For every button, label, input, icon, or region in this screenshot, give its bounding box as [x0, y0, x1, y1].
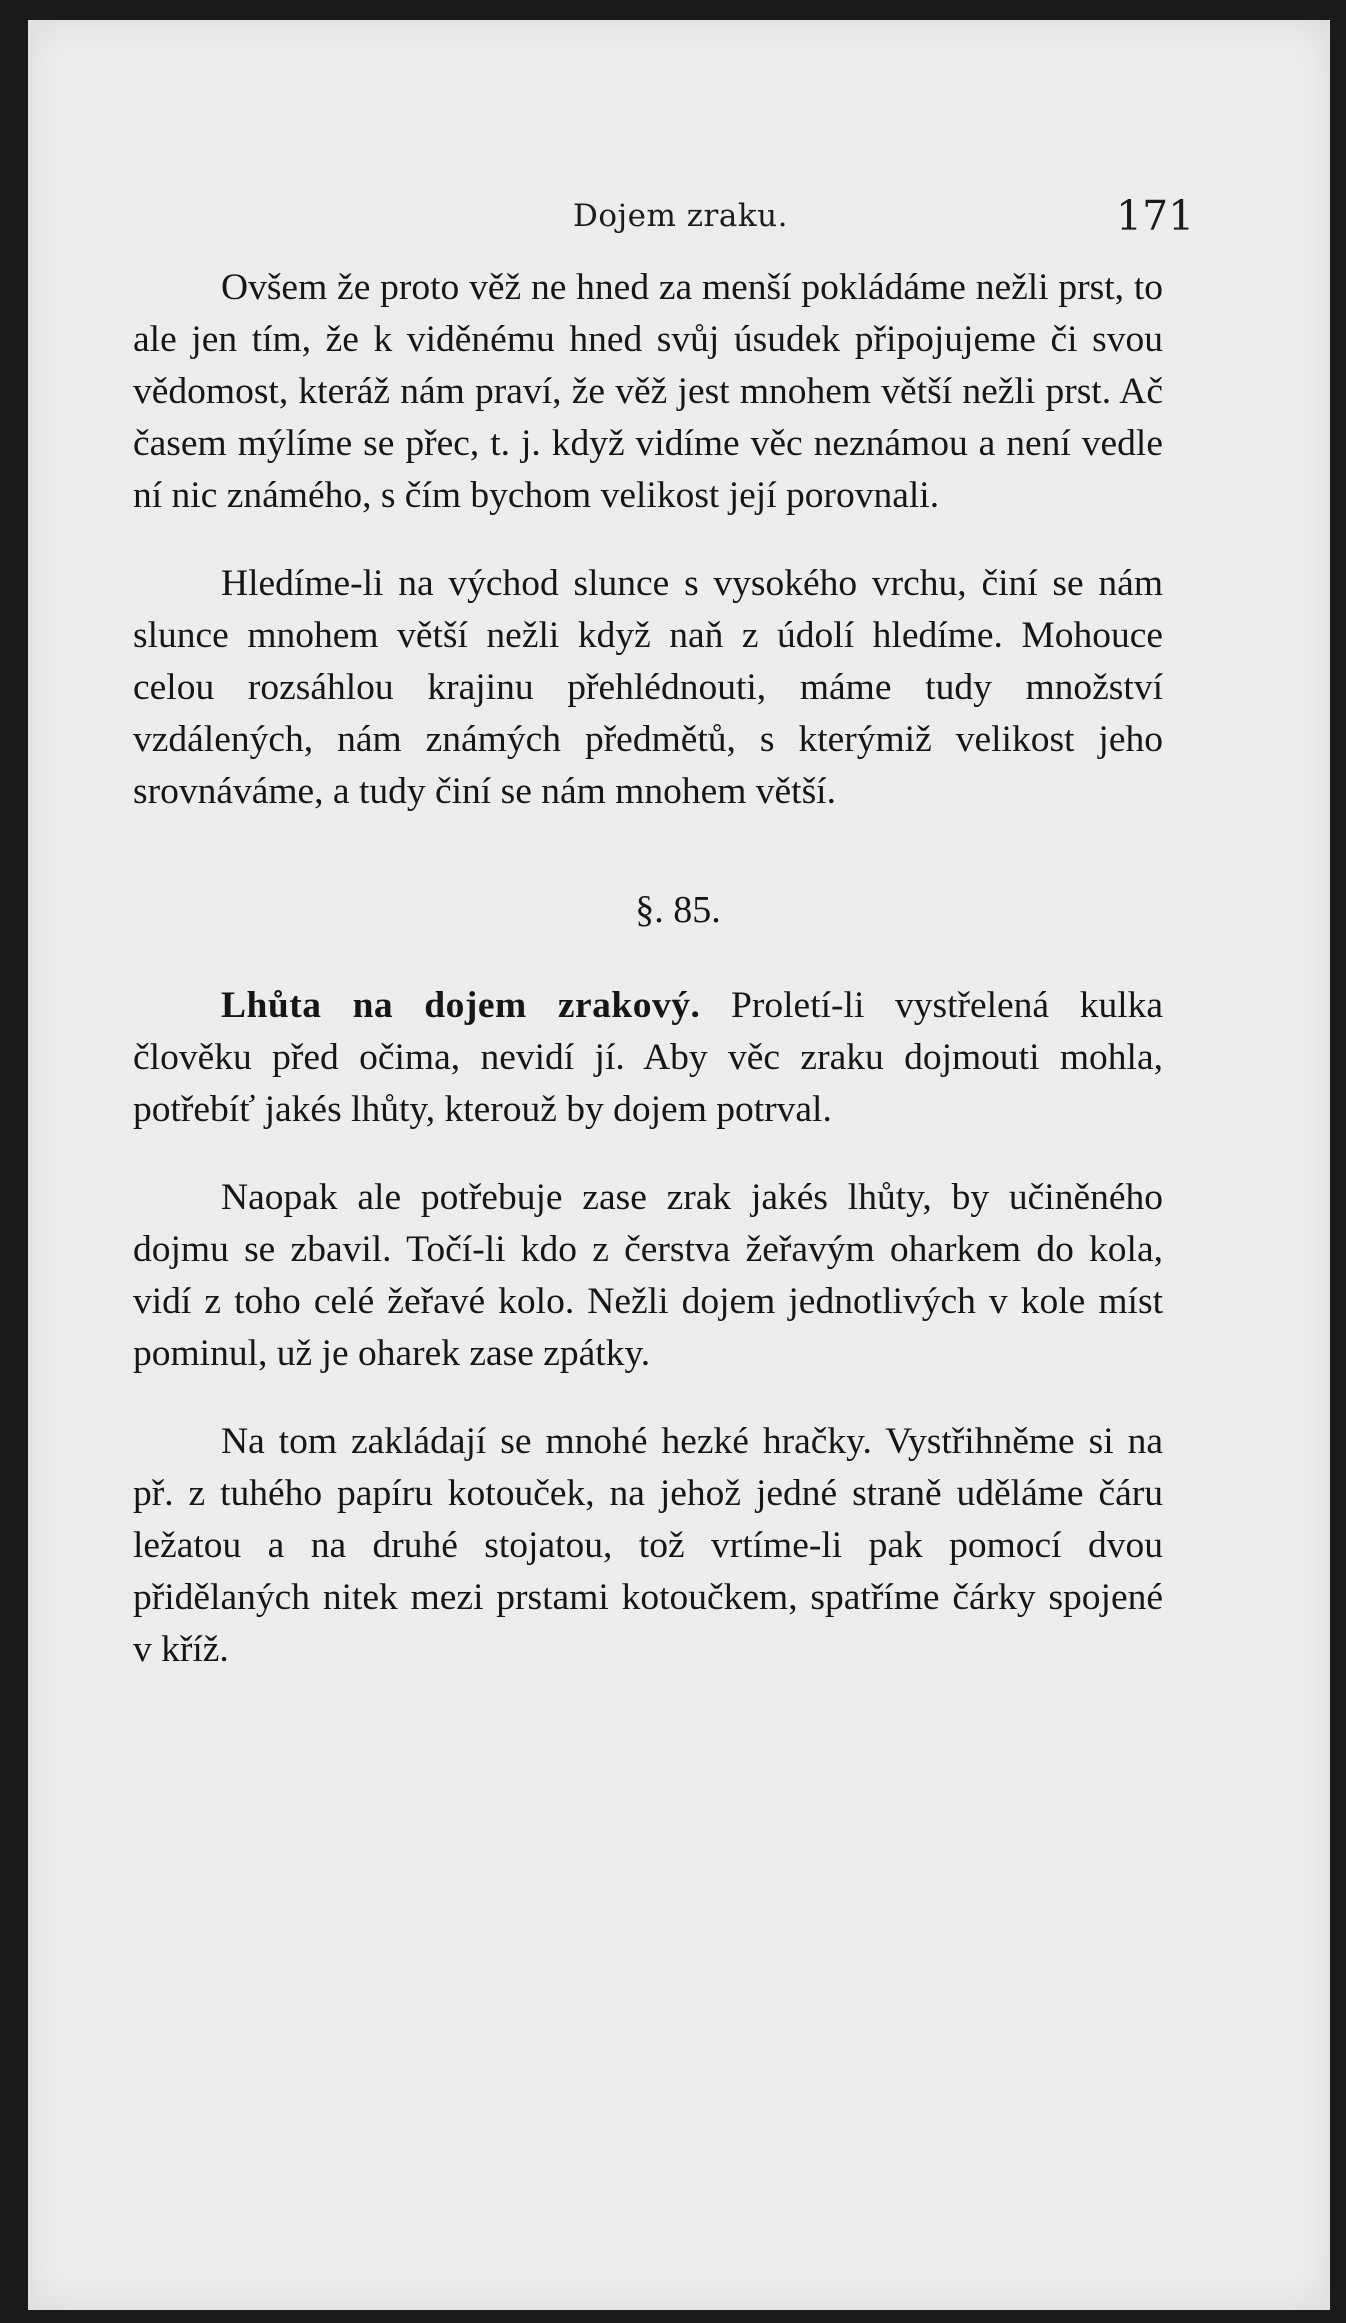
running-head: Dojem zraku. — [573, 198, 788, 234]
page-number: 171 — [1116, 192, 1195, 240]
paragraph: Naopak ale potřebuje zase zrak jakés lhůty, by učiněného dojmu se zbavil. Točí-li kdo z čerstva žeřavým oharkem do kola, vidí z toho celé žeřavé kolo. Nežli dojem jednotlivých v kole míst pominul, už je oharek zase zpátky. — [133, 1177, 1163, 1374]
section-intro-text: Proletí-li vystřelená kulka člověku před očima, nevidí jí. Aby věc zraku dojmouti mohla, potřebíť jakés lhůty, kterouž by dojem potrval. — [133, 985, 1164, 1130]
body-text — [133, 262, 1163, 1676]
paragraph: Na tom zakládají se mnohé hezké hračky. Vystřihněme si na př. z tuhého papíru kotouček, na jehož jedné straně uděláme čáru ležatou a na druhé stojatou, tož vrtíme-li pak pomocí dvou přidělaných nitek mezi prstami kotoučkem, spatříme čárky spojené v kříž. — [133, 1421, 1163, 1670]
section-term: Lhůta na dojem zrakový. — [221, 985, 701, 1026]
section-intro-paragraph — [133, 980, 1163, 1136]
paragraph: Ovšem že proto věž ne hned za menší pokládáme nežli prst, to ale jen tím, že k viděnému hned svůj úsudek připojujeme či svou vědomost, kteráž nám praví, že věž jest mnohem větší nežli prst. Ač časem mýlíme se přec, t. j. když vidíme věc neznámou a není vedle ní nic známého, s čím bychom velikost její porovnali. — [133, 267, 1163, 516]
paragraph: Hledíme-li na východ slunce s vysokého vrchu, činí se nám slunce mnohem větší nežli když naň z údolí hledíme. Mohouce celou rozsáhlou krajinu přehlédnouti, máme tudy množství vzdálených, nám známých předmětů, s kterýmiž velikost jeho srovnáváme, a tudy činí se nám mnohem větší. — [133, 563, 1163, 812]
section-number: §. 85. — [635, 889, 721, 931]
